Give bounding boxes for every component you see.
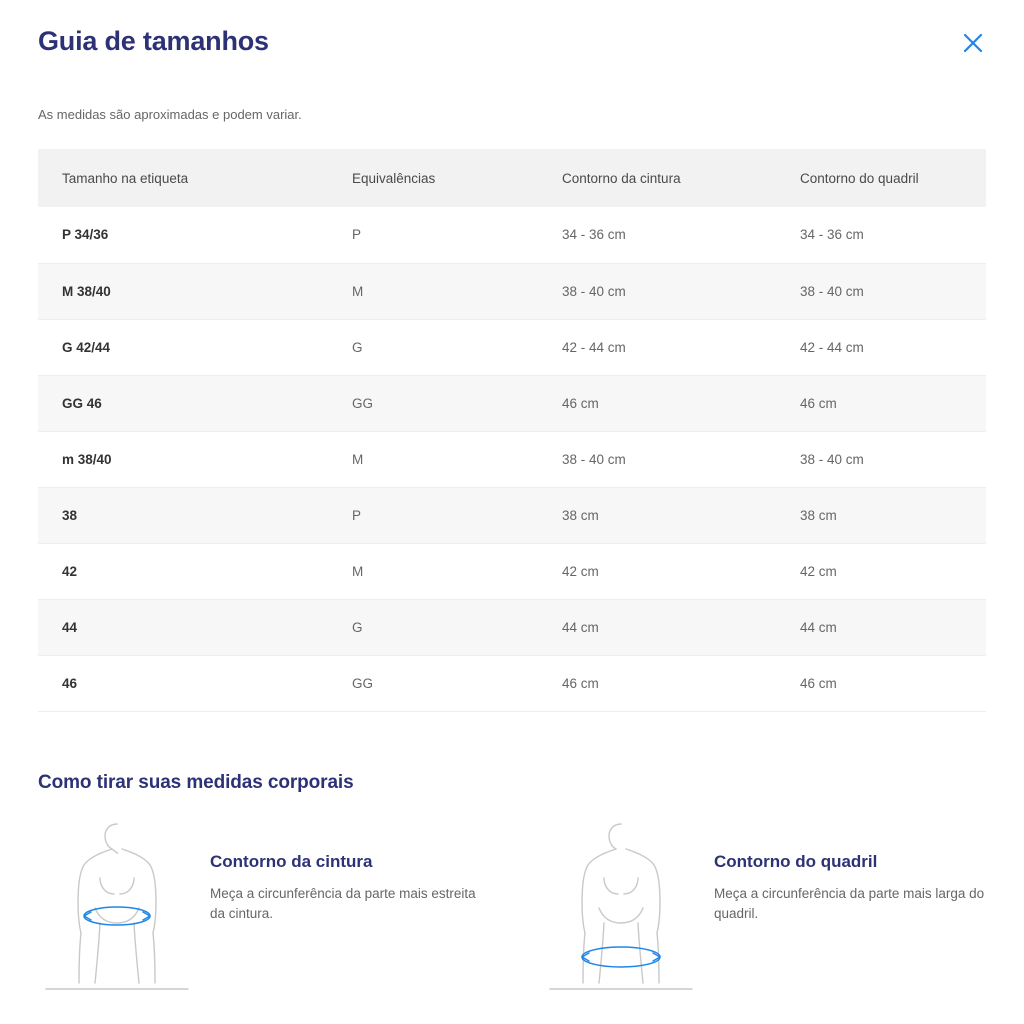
cell-equivalence: M <box>328 431 538 487</box>
cell-waist: 42 - 44 cm <box>538 319 776 375</box>
cell-waist: 34 - 36 cm <box>538 207 776 263</box>
cell-size-label: P 34/36 <box>38 207 328 263</box>
cell-size-label: 42 <box>38 543 328 599</box>
cell-hip: 42 cm <box>776 543 986 599</box>
measurement-text-waist <box>210 816 482 996</box>
size-table <box>38 149 986 712</box>
measurement-description: Meça a circunferência da parte mais estreita da cintura. <box>210 885 476 921</box>
cell-hip: 46 cm <box>776 655 986 711</box>
column-header-size-label: Tamanho na etiqueta <box>38 149 328 207</box>
close-button[interactable] <box>960 30 986 56</box>
cell-equivalence: P <box>328 487 538 543</box>
column-header-hip: Contorno do quadril <box>776 149 986 207</box>
table-row <box>38 599 986 655</box>
cell-equivalence: G <box>328 319 538 375</box>
column-header-equivalences: Equivalências <box>328 149 538 207</box>
cell-size-label: GG 46 <box>38 375 328 431</box>
modal-header <box>38 0 986 74</box>
cell-hip: 42 - 44 cm <box>776 319 986 375</box>
cell-waist: 46 cm <box>538 375 776 431</box>
cell-size-label: 46 <box>38 655 328 711</box>
cell-size-label: 38 <box>38 487 328 543</box>
table-row <box>38 487 986 543</box>
cell-hip: 38 - 40 cm <box>776 431 986 487</box>
cell-equivalence: G <box>328 599 538 655</box>
cell-size-label: M 38/40 <box>38 263 328 319</box>
torso-hip-figure <box>542 816 700 996</box>
measurement-heading: Contorno da cintura <box>210 851 373 871</box>
measurements-grid <box>38 816 986 996</box>
table-header-row <box>38 149 986 207</box>
table-row <box>38 543 986 599</box>
table-row <box>38 431 986 487</box>
cell-hip: 38 cm <box>776 487 986 543</box>
cell-equivalence: M <box>328 263 538 319</box>
cell-size-label: G 42/44 <box>38 319 328 375</box>
measurement-description: Meça a circunferência da parte mais larga do quadril. <box>714 885 985 921</box>
page-title: Guia de tamanhos <box>38 26 269 56</box>
measurement-item-hip <box>542 816 986 996</box>
cell-equivalence: P <box>328 207 538 263</box>
table-body <box>38 207 986 711</box>
table-row <box>38 655 986 711</box>
measurements-title: Como tirar suas medidas corporais <box>38 771 354 793</box>
measurement-item-waist <box>38 816 482 996</box>
cell-size-label: 44 <box>38 599 328 655</box>
cell-hip: 44 cm <box>776 599 986 655</box>
cell-hip: 38 - 40 cm <box>776 263 986 319</box>
table-row <box>38 263 986 319</box>
table-row <box>38 319 986 375</box>
measurements-disclaimer: As medidas são aproximadas e podem variar. <box>38 107 302 122</box>
measurement-heading: Contorno do quadril <box>714 851 878 871</box>
cell-waist: 38 - 40 cm <box>538 431 776 487</box>
table-row <box>38 207 986 263</box>
cell-hip: 46 cm <box>776 375 986 431</box>
measurement-text-hip <box>714 816 986 996</box>
cell-waist: 42 cm <box>538 543 776 599</box>
cell-hip: 34 - 36 cm <box>776 207 986 263</box>
cell-waist: 46 cm <box>538 655 776 711</box>
cell-equivalence: GG <box>328 655 538 711</box>
cell-waist: 38 - 40 cm <box>538 263 776 319</box>
close-icon <box>962 32 984 54</box>
cell-waist: 38 cm <box>538 487 776 543</box>
cell-equivalence: M <box>328 543 538 599</box>
cell-size-label: m 38/40 <box>38 431 328 487</box>
table-header <box>38 149 986 207</box>
table-row <box>38 375 986 431</box>
torso-waist-figure <box>38 816 196 996</box>
column-header-waist: Contorno da cintura <box>538 149 776 207</box>
cell-equivalence: GG <box>328 375 538 431</box>
cell-waist: 44 cm <box>538 599 776 655</box>
measurements-section <box>38 772 986 996</box>
